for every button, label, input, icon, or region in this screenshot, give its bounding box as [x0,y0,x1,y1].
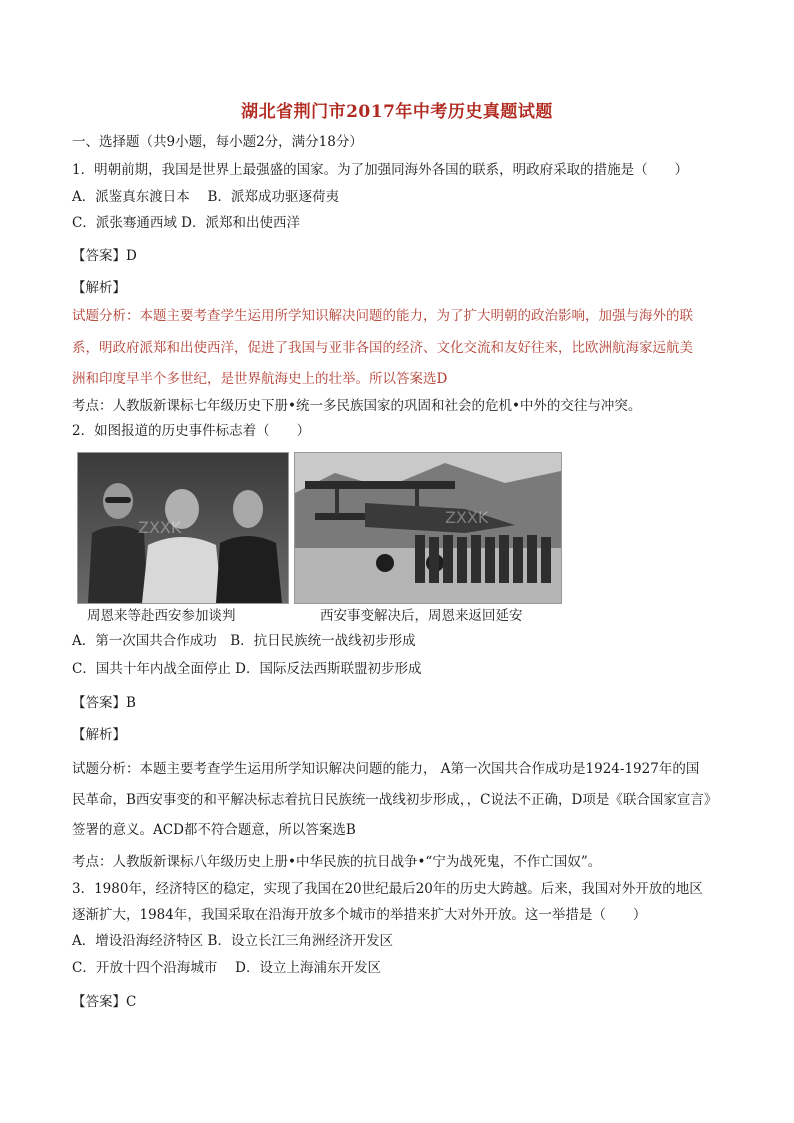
q2-analysis-line-1: 试题分析：本题主要考查学生运用所学知识解决问题的能力， A第一次国共合作成功是1924-1927年的国 [72,761,700,777]
q1-analysis-label: 【解析】 [72,280,126,296]
q2-analysis-label: 【解析】 [72,727,126,743]
q1-options-ab: A．派鉴真东渡日本 B．派郑成功驱逐荷夷 [72,189,339,205]
q2-stem: 2．如图报道的历史事件标志着（ ） [72,423,311,439]
q1-analysis-line-2: 系，明政府派郑和出使西洋，促进了我国与亚非各国的经济、文化交流和友好往来，比欧洲航海家远航美 [72,340,693,356]
q3-options-ab: A．增设沿海经济特区 B．设立长江三角洲经济开发区 [72,933,393,949]
q2-answer: 【答案】B [72,695,136,711]
photo-plane-yanan [294,452,562,604]
photo-zhou-enlai-delegation [77,452,289,604]
photo-watermark: ZXXK [138,518,182,537]
q1-analysis-line-1: 试题分析：本题主要考查学生运用所学知识解决问题的能力，为了扩大明朝的政治影响，加强与海外的联 [72,308,693,324]
q2-options-ab: A．第一次国共合作成功 B．抗日民族统一战线初步形成 [72,633,416,649]
q2-analysis-line-2: 民革命，B西安事变的和平解决标志着抗日民族统一战线初步形成，，C说法不正确，D项是《联合国家宣言》 [72,792,718,808]
q1-answer: 【答案】D [72,248,137,264]
q2-analysis-line-3: 签署的意义。ACD都不符合题意，所以答案选B [72,822,356,838]
photo-watermark-2: ZXXK [445,508,489,527]
q2-kaodian: 考点：人教版新课标八年级历史上册•中华民族的抗日战争•“宁为战死鬼，不作亡国奴”。 [72,854,602,870]
photo-caption-right: 西安事变解决后，周恩来返回延安 [320,608,523,624]
q1-stem: 1．明朝前期，我国是世界上最强盛的国家。为了加强同海外各国的联系，明政府采取的措施是（ ） [72,162,689,178]
q1-analysis-line-3: 洲和印度早半个多世纪，是世界航海史上的壮举。所以答案选D [72,371,448,387]
q3-answer: 【答案】C [72,994,137,1010]
q3-stem-line-2: 逐渐扩大，1984年，我国采取在沿海开放多个城市的举措来扩大对外开放。这一举措是（ ） [72,907,647,923]
page-title: 湖北省荆门市2017年中考历史真题试题 [241,102,553,122]
q1-options-cd: C．派张骞通西域 D．派郑和出使西洋 [72,215,300,231]
q1-kaodian: 考点：人教版新课标七年级历史下册•统一多民族国家的巩固和社会的危机•中外的交往与冲突。 [72,398,642,414]
photo-caption-left: 周恩来等赴西安参加谈判 [87,608,236,624]
section-heading: 一、选择题（共9小题，每小题2分，满分18分） [72,134,363,150]
q3-stem-line-1: 3．1980年，经济特区的稳定，实现了我国在20世纪最后20年的历史大跨越。后来，我国对外开放的地区 [72,881,703,897]
q2-options-cd: C．国共十年内战全面停止 D．国际反法西斯联盟初步形成 [72,661,422,677]
q3-options-cd: C．开放十四个沿海城市 D．设立上海浦东开发区 [72,960,381,976]
